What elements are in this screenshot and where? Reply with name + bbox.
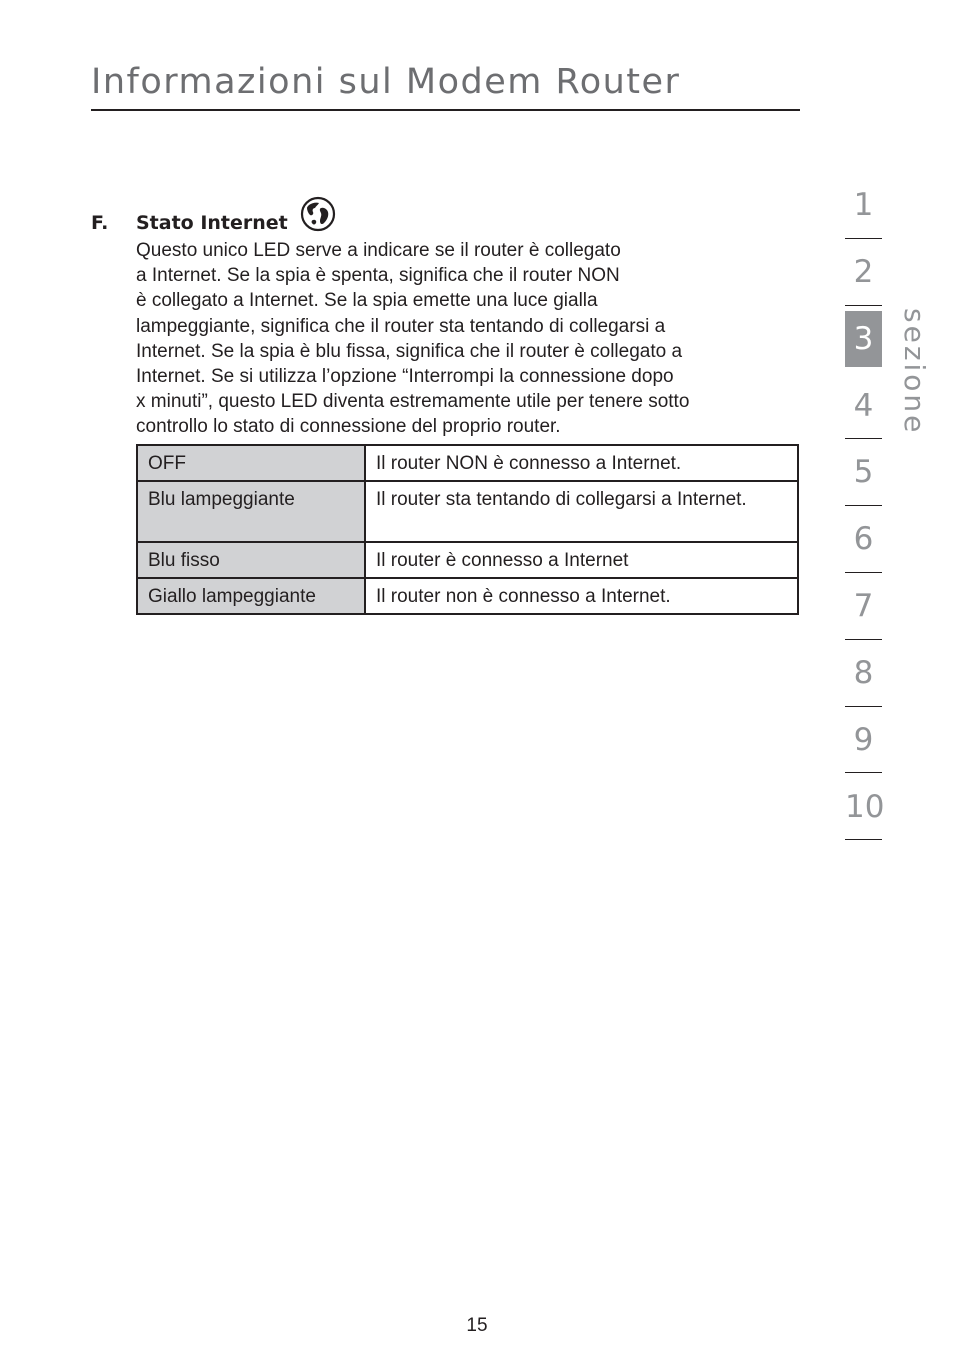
led-state-cell: Blu lampeggiante [137,481,365,542]
section-heading: Stato Internet [136,212,288,234]
section-nav-item-3-active: 3 [845,311,882,367]
page-number: 15 [466,1315,488,1336]
section-nav-divider [845,305,882,306]
section-nav-divider [845,505,882,506]
paragraph-line: a Internet. Se la spia è spenta, significa che il router NON [136,265,620,287]
section-nav-divider [845,772,882,773]
paragraph-line: Internet. Se si utilizza l’opzione “Interrompi la connessione dopo [136,366,674,388]
led-meaning-cell: Il router non è connesso a Internet. [365,578,798,614]
section-nav-item-10: 10 [845,789,885,825]
section-letter: F. [91,212,109,234]
globe-icon [300,196,336,232]
table-row [137,481,798,542]
section-nav-divider [845,839,882,840]
section-nav-divider [845,238,882,239]
led-meaning-cell: Il router NON è connesso a Internet. [365,445,798,481]
title-rule [91,109,800,111]
led-state-cell: Blu fisso [137,542,365,578]
section-nav-item-7: 7 [853,588,874,624]
section-nav-item-5: 5 [853,454,874,490]
section-nav-item-6: 6 [853,521,874,557]
paragraph-line: lampeggiante, significa che il router sta tentando di collegarsi a [136,315,666,337]
section-paragraph [136,238,800,440]
table-row [137,542,798,578]
led-meaning-cell: Il router è connesso a Internet [365,542,798,578]
section-nav-divider [845,572,882,573]
led-meaning-cell: Il router sta tentando di collegarsi a Internet. [365,481,798,542]
section-nav-item-1: 1 [853,187,874,223]
section-nav-divider [845,639,882,640]
section-nav-item-9: 9 [853,722,874,758]
paragraph-line: Questo unico LED serve a indicare se il router è collegato [136,240,621,261]
led-state-cell: OFF [137,445,365,481]
paragraph-line: controllo lo stato di connessione del proprio router. [136,416,561,438]
paragraph-line: è collegato a Internet. Se la spia emette una luce gialla [136,290,598,312]
led-status-table [136,444,799,615]
section-nav-divider [845,438,882,439]
section-nav-divider [845,706,882,707]
paragraph-line: x minuti”, questo LED diventa estremamente utile per tenere sotto [136,391,690,413]
page-title: Informazioni sul Modem Router [91,62,681,102]
table-row [137,578,798,614]
section-nav-item-2: 2 [853,254,874,290]
section-nav-item-4: 4 [853,388,874,424]
section-side-label: sezione [898,308,931,436]
led-state-cell: Giallo lampeggiante [137,578,365,614]
paragraph-line: Internet. Se la spia è blu fissa, significa che il router è collegato a [136,340,683,362]
section-nav-item-8: 8 [853,655,874,691]
table-row [137,445,798,481]
